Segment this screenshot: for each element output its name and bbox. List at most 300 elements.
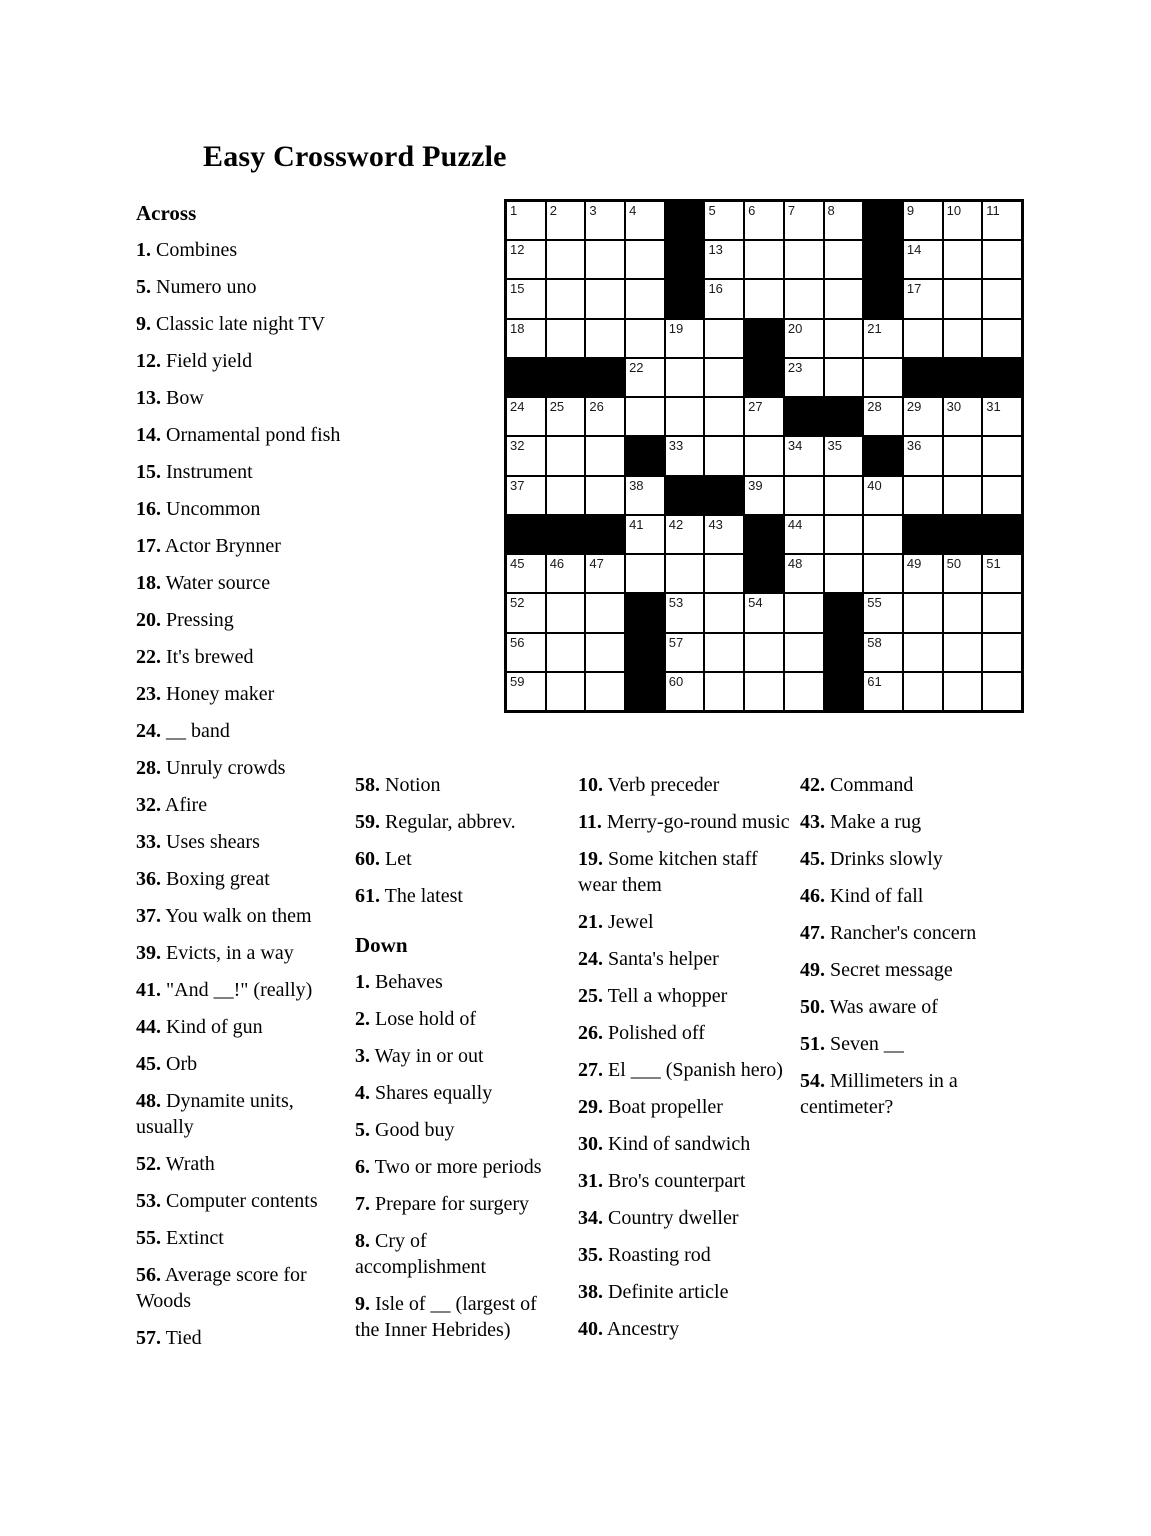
black-cell — [745, 516, 783, 553]
clue-number: 3. — [355, 1045, 370, 1067]
answer-cell[interactable] — [983, 241, 1021, 278]
answer-cell[interactable] — [626, 398, 664, 435]
clue-number: 42. — [800, 774, 825, 796]
clue-13: 13. Bow — [136, 387, 204, 409]
clue-number: 5. — [355, 1119, 370, 1141]
answer-cell[interactable] — [705, 673, 743, 710]
clue-56: 56. Average score for Woods — [136, 1264, 307, 1312]
clue-10: 10. Verb preceder — [578, 774, 720, 796]
clue-number: 13. — [136, 387, 161, 409]
cell-number: 55 — [867, 595, 882, 611]
answer-cell[interactable] — [944, 634, 982, 671]
clue-11: 11. Merry-go-round music — [578, 811, 790, 833]
cell-number: 25 — [549, 399, 565, 415]
black-cell — [507, 516, 545, 553]
clue-number: 41. — [136, 979, 161, 1001]
answer-cell-50[interactable] — [944, 555, 982, 592]
answer-cell-11[interactable] — [983, 202, 1021, 239]
answer-cell-56[interactable] — [507, 634, 545, 671]
clue-number: 10. — [578, 774, 603, 796]
answer-cell[interactable] — [547, 673, 585, 710]
clue-59: 59. Regular, abbrev. — [355, 811, 516, 833]
answer-cell-25[interactable] — [547, 398, 585, 435]
cell-number: 51 — [986, 556, 1001, 572]
answer-cell-9[interactable] — [904, 202, 942, 239]
cell-number: 34 — [787, 438, 803, 454]
answer-cell-24[interactable] — [507, 398, 545, 435]
cell-number: 50 — [946, 556, 962, 572]
answer-cell-10[interactable] — [944, 202, 982, 239]
black-cell — [666, 280, 704, 317]
clue-column-4 — [800, 772, 1018, 1131]
answer-cell[interactable] — [785, 477, 823, 514]
clue-number: 37. — [136, 905, 161, 927]
answer-cell-45[interactable] — [507, 555, 545, 592]
answer-cell[interactable] — [785, 280, 823, 317]
answer-cell[interactable] — [904, 477, 942, 514]
answer-cell[interactable] — [666, 555, 704, 592]
clue-number: 8. — [355, 1230, 370, 1252]
black-cell — [825, 594, 863, 631]
answer-cell-3[interactable] — [586, 202, 624, 239]
answer-cell[interactable] — [666, 398, 704, 435]
cell-number: 32 — [510, 438, 525, 454]
clue-number: 60. — [355, 848, 380, 870]
clue-column-1 — [136, 200, 344, 1362]
answer-cell[interactable] — [864, 555, 902, 592]
answer-cell[interactable] — [586, 477, 624, 514]
cell-number: 37 — [510, 477, 525, 493]
answer-cell[interactable] — [666, 359, 704, 396]
cell-number: 8 — [827, 203, 835, 218]
answer-cell[interactable] — [705, 634, 743, 671]
black-cell — [825, 398, 863, 435]
answer-cell[interactable] — [825, 555, 863, 592]
answer-cell[interactable] — [825, 477, 863, 514]
answer-cell-8[interactable] — [825, 202, 863, 239]
cell-number: 10 — [946, 203, 962, 218]
clue-number: 16. — [136, 498, 161, 520]
answer-cell[interactable] — [745, 634, 783, 671]
answer-cell[interactable] — [825, 241, 863, 278]
black-cell — [705, 477, 743, 514]
cell-number: 6 — [748, 203, 756, 218]
clue-21: 21. Jewel — [578, 911, 654, 933]
clue-number: 17. — [136, 535, 161, 557]
clue-51: 51. Seven __ — [800, 1033, 904, 1055]
cell-number: 21 — [867, 320, 882, 336]
answer-cell-48[interactable] — [785, 555, 823, 592]
black-cell — [983, 359, 1021, 396]
answer-cell-6[interactable] — [745, 202, 783, 239]
answer-cell-49[interactable] — [904, 555, 942, 592]
answer-cell[interactable] — [705, 594, 743, 631]
answer-cell-58[interactable] — [864, 634, 902, 671]
answer-cell[interactable] — [983, 673, 1021, 710]
black-cell — [825, 673, 863, 710]
clue-29: 29. Boat propeller — [578, 1096, 723, 1118]
answer-cell[interactable] — [626, 280, 664, 317]
answer-cell[interactable] — [944, 594, 982, 631]
clue-33: 33. Uses shears — [136, 831, 260, 853]
clue-15: 15. Instrument — [136, 461, 253, 483]
clue-7: 7. Prepare for surgery — [355, 1193, 530, 1215]
clue-number: 48. — [136, 1090, 161, 1112]
answer-cell-39[interactable] — [745, 477, 783, 514]
black-cell — [547, 359, 585, 396]
answer-cell[interactable] — [547, 594, 585, 631]
cell-number: 58 — [867, 634, 882, 650]
black-cell — [626, 594, 664, 631]
cell-number: 57 — [668, 634, 684, 650]
answer-cell-36[interactable] — [904, 437, 942, 474]
answer-cell[interactable] — [944, 477, 982, 514]
answer-cell-41[interactable] — [626, 516, 664, 553]
answer-cell[interactable] — [705, 555, 743, 592]
answer-cell[interactable] — [705, 398, 743, 435]
clue-number: 54. — [800, 1070, 825, 1092]
cell-number: 17 — [906, 281, 922, 297]
answer-cell-61[interactable] — [864, 673, 902, 710]
cell-number: 45 — [510, 556, 525, 572]
clue-5: 5. Good buy — [355, 1119, 455, 1141]
answer-cell-51[interactable] — [983, 555, 1021, 592]
black-cell — [983, 516, 1021, 553]
cell-number: 33 — [668, 438, 684, 454]
answer-cell[interactable] — [745, 673, 783, 710]
cell-number: 30 — [946, 399, 962, 415]
cell-number: 43 — [708, 516, 723, 532]
clue-6: 6. Two or more periods — [355, 1156, 542, 1178]
cell-number: 52 — [510, 595, 525, 611]
answer-cell-30[interactable] — [944, 398, 982, 435]
cell-number: 42 — [668, 516, 684, 532]
answer-cell[interactable] — [626, 320, 664, 357]
answer-cell-29[interactable] — [904, 398, 942, 435]
answer-cell-23[interactable] — [785, 359, 823, 396]
answer-cell-19[interactable] — [666, 320, 704, 357]
answer-cell[interactable] — [547, 477, 585, 514]
clue-number: 24. — [578, 948, 603, 970]
answer-cell-42[interactable] — [666, 516, 704, 553]
clue-45: 45. Orb — [136, 1053, 198, 1075]
clue-48: 48. Dynamite units, usually — [136, 1090, 294, 1138]
clue-1: 1. Combines — [136, 239, 238, 261]
clue-5: 5. Numero uno — [136, 276, 257, 298]
answer-cell[interactable] — [904, 634, 942, 671]
clue-number: 44. — [136, 1016, 161, 1038]
black-cell — [904, 359, 942, 396]
cell-number: 56 — [510, 634, 525, 650]
clue-26: 26. Polished off — [578, 1022, 705, 1044]
answer-cell-1[interactable] — [507, 202, 545, 239]
answer-cell-33[interactable] — [666, 437, 704, 474]
answer-cell-13[interactable] — [705, 241, 743, 278]
section-heading-across: Across — [136, 201, 197, 225]
clue-number: 12. — [136, 350, 161, 372]
clue-39: 39. Evicts, in a way — [136, 942, 294, 964]
clue-number: 45. — [800, 848, 825, 870]
clue-number: 9. — [355, 1293, 370, 1315]
answer-cell[interactable] — [825, 280, 863, 317]
black-cell — [666, 202, 704, 239]
cell-number: 61 — [867, 673, 882, 689]
answer-cell[interactable] — [983, 437, 1021, 474]
answer-cell[interactable] — [825, 359, 863, 396]
answer-cell[interactable] — [547, 437, 585, 474]
answer-cell[interactable] — [944, 437, 982, 474]
clue-35: 35. Roasting rod — [578, 1244, 711, 1266]
answer-cell[interactable] — [705, 359, 743, 396]
answer-cell-37[interactable] — [507, 477, 545, 514]
clue-24: 24. __ band — [136, 720, 230, 742]
clue-36: 36. Boxing great — [136, 868, 270, 890]
cell-number: 19 — [668, 320, 684, 336]
answer-cell-53[interactable] — [666, 594, 704, 631]
answer-cell[interactable] — [944, 280, 982, 317]
cell-number: 48 — [787, 556, 803, 572]
answer-cell[interactable] — [586, 594, 624, 631]
answer-cell[interactable] — [785, 634, 823, 671]
answer-cell[interactable] — [705, 437, 743, 474]
clue-number: 6. — [355, 1156, 370, 1178]
answer-cell[interactable] — [983, 477, 1021, 514]
answer-cell-15[interactable] — [507, 280, 545, 317]
answer-cell[interactable] — [904, 320, 942, 357]
clue-number: 34. — [578, 1207, 603, 1229]
clue-number: 26. — [578, 1022, 603, 1044]
clue-25: 25. Tell a whopper — [578, 985, 728, 1007]
answer-cell-4[interactable] — [626, 202, 664, 239]
black-cell — [586, 516, 624, 553]
answer-cell[interactable] — [983, 594, 1021, 631]
clue-number: 4. — [355, 1082, 370, 1104]
clue-number: 19. — [578, 848, 603, 870]
clue-number: 22. — [136, 646, 161, 668]
clue-27: 27. El ___ (Spanish hero) — [578, 1059, 783, 1081]
clue-37: 37. You walk on them — [136, 905, 312, 927]
answer-cell[interactable] — [626, 555, 664, 592]
answer-cell-46[interactable] — [547, 555, 585, 592]
clue-53: 53. Computer contents — [136, 1190, 318, 1212]
clue-50: 50. Was aware of — [800, 996, 938, 1018]
answer-cell[interactable] — [825, 516, 863, 553]
answer-cell[interactable] — [983, 280, 1021, 317]
clue-57: 57. Tied — [136, 1327, 202, 1349]
answer-cell[interactable] — [547, 241, 585, 278]
cell-number: 60 — [668, 673, 684, 689]
clue-52: 52. Wrath — [136, 1153, 215, 1175]
answer-cell-32[interactable] — [507, 437, 545, 474]
answer-cell-18[interactable] — [507, 320, 545, 357]
clue-number: 57. — [136, 1327, 161, 1349]
answer-cell-22[interactable] — [626, 359, 664, 396]
answer-cell[interactable] — [983, 634, 1021, 671]
clue-number: 45. — [136, 1053, 161, 1075]
clue-number: 40. — [578, 1318, 603, 1340]
answer-cell[interactable] — [864, 516, 902, 553]
clue-number: 24. — [136, 720, 161, 742]
cell-number: 20 — [787, 320, 803, 336]
answer-cell[interactable] — [705, 320, 743, 357]
answer-cell[interactable] — [944, 320, 982, 357]
clue-number: 31. — [578, 1170, 603, 1192]
answer-cell-27[interactable] — [745, 398, 783, 435]
clue-3: 3. Way in or out — [355, 1045, 484, 1067]
answer-cell[interactable] — [745, 280, 783, 317]
clue-31: 31. Bro's counterpart — [578, 1170, 746, 1192]
clue-54: 54. Millimeters in a centimeter? — [800, 1070, 958, 1118]
answer-cell-16[interactable] — [705, 280, 743, 317]
cell-number: 27 — [748, 399, 763, 415]
clue-number: 53. — [136, 1190, 161, 1212]
answer-cell-34[interactable] — [785, 437, 823, 474]
black-cell — [825, 634, 863, 671]
answer-cell-12[interactable] — [507, 241, 545, 278]
black-cell — [864, 241, 902, 278]
section-heading-down: Down — [355, 933, 408, 957]
black-cell — [944, 516, 982, 553]
answer-cell-28[interactable] — [864, 398, 902, 435]
answer-cell-2[interactable] — [547, 202, 585, 239]
clue-30: 30. Kind of sandwich — [578, 1133, 751, 1155]
answer-cell[interactable] — [626, 241, 664, 278]
cell-number: 59 — [510, 673, 525, 689]
clue-number: 2. — [355, 1008, 370, 1030]
answer-cell-40[interactable] — [864, 477, 902, 514]
answer-cell-38[interactable] — [626, 477, 664, 514]
clue-16: 16. Uncommon — [136, 498, 261, 520]
answer-cell[interactable] — [586, 437, 624, 474]
answer-cell-7[interactable] — [785, 202, 823, 239]
answer-cell[interactable] — [586, 673, 624, 710]
clue-number: 1. — [136, 239, 151, 261]
answer-cell-35[interactable] — [825, 437, 863, 474]
clue-number: 9. — [136, 313, 151, 335]
cell-number: 15 — [510, 281, 525, 297]
clue-number: 46. — [800, 885, 825, 907]
answer-cell-44[interactable] — [785, 516, 823, 553]
answer-cell[interactable] — [586, 634, 624, 671]
black-cell — [626, 634, 664, 671]
cell-number: 38 — [629, 477, 644, 493]
clue-number: 18. — [136, 572, 161, 594]
answer-cell-57[interactable] — [666, 634, 704, 671]
answer-cell-26[interactable] — [586, 398, 624, 435]
black-cell — [745, 555, 783, 592]
answer-cell[interactable] — [944, 241, 982, 278]
black-cell — [626, 437, 664, 474]
answer-cell[interactable] — [586, 280, 624, 317]
clue-28: 28. Unruly crowds — [136, 757, 286, 779]
clue-55: 55. Extinct — [136, 1227, 224, 1249]
answer-cell[interactable] — [904, 594, 942, 631]
clue-number: 15. — [136, 461, 161, 483]
cell-number: 13 — [708, 242, 723, 258]
clue-number: 33. — [136, 831, 161, 853]
answer-cell[interactable] — [785, 241, 823, 278]
black-cell — [626, 673, 664, 710]
answer-cell[interactable] — [785, 594, 823, 631]
cell-number: 41 — [629, 516, 644, 532]
clue-17: 17. Actor Brynner — [136, 535, 281, 557]
clue-14: 14. Ornamental pond fish — [136, 424, 341, 446]
clue-number: 5. — [136, 276, 151, 298]
clue-number: 50. — [800, 996, 825, 1018]
cell-number: 5 — [708, 203, 716, 218]
black-cell — [666, 477, 704, 514]
answer-cell-52[interactable] — [507, 594, 545, 631]
clue-number: 27. — [578, 1059, 603, 1081]
cell-number: 24 — [510, 399, 525, 415]
cell-number: 39 — [748, 477, 763, 493]
answer-cell[interactable] — [547, 634, 585, 671]
black-cell — [904, 516, 942, 553]
black-cell — [745, 320, 783, 357]
answer-cell-54[interactable] — [745, 594, 783, 631]
clue-2: 2. Lose hold of — [355, 1008, 477, 1030]
answer-cell[interactable] — [745, 437, 783, 474]
answer-cell-60[interactable] — [666, 673, 704, 710]
answer-cell-20[interactable] — [785, 320, 823, 357]
crossword-grid — [504, 199, 1024, 713]
answer-cell-47[interactable] — [586, 555, 624, 592]
answer-cell-31[interactable] — [983, 398, 1021, 435]
cell-number: 14 — [906, 242, 922, 258]
clue-number: 25. — [578, 985, 603, 1007]
cell-number: 31 — [986, 399, 1001, 415]
answer-cell[interactable] — [547, 320, 585, 357]
clue-number: 7. — [355, 1193, 370, 1215]
cell-number: 9 — [906, 203, 915, 218]
cell-number: 28 — [867, 399, 882, 415]
answer-cell-55[interactable] — [864, 594, 902, 631]
clue-40: 40. Ancestry — [578, 1318, 680, 1340]
answer-cell[interactable] — [586, 241, 624, 278]
cell-number: 29 — [906, 399, 922, 415]
answer-cell-59[interactable] — [507, 673, 545, 710]
clue-44: 44. Kind of gun — [136, 1016, 263, 1038]
cell-number: 4 — [629, 203, 637, 218]
answer-cell-5[interactable] — [705, 202, 743, 239]
answer-cell[interactable] — [904, 673, 942, 710]
clue-60: 60. Let — [355, 848, 412, 870]
answer-cell[interactable] — [944, 673, 982, 710]
clue-12: 12. Field yield — [136, 350, 253, 372]
answer-cell[interactable] — [983, 320, 1021, 357]
answer-cell[interactable] — [864, 359, 902, 396]
cell-number: 53 — [668, 595, 684, 611]
answer-cell[interactable] — [586, 320, 624, 357]
answer-cell[interactable] — [745, 241, 783, 278]
answer-cell[interactable] — [785, 673, 823, 710]
clue-number: 61. — [355, 885, 380, 907]
clue-58: 58. Notion — [355, 774, 441, 796]
black-cell — [745, 359, 783, 396]
answer-cell-21[interactable] — [864, 320, 902, 357]
clue-23: 23. Honey maker — [136, 683, 275, 705]
answer-cell-43[interactable] — [705, 516, 743, 553]
answer-cell-17[interactable] — [904, 280, 942, 317]
answer-cell[interactable] — [825, 320, 863, 357]
clue-number: 11. — [578, 811, 602, 833]
answer-cell-14[interactable] — [904, 241, 942, 278]
cell-number: 46 — [549, 556, 565, 572]
clue-column-2 — [355, 772, 560, 1354]
answer-cell[interactable] — [547, 280, 585, 317]
cell-number: 36 — [906, 438, 922, 454]
clue-43: 43. Make a rug — [800, 811, 922, 833]
